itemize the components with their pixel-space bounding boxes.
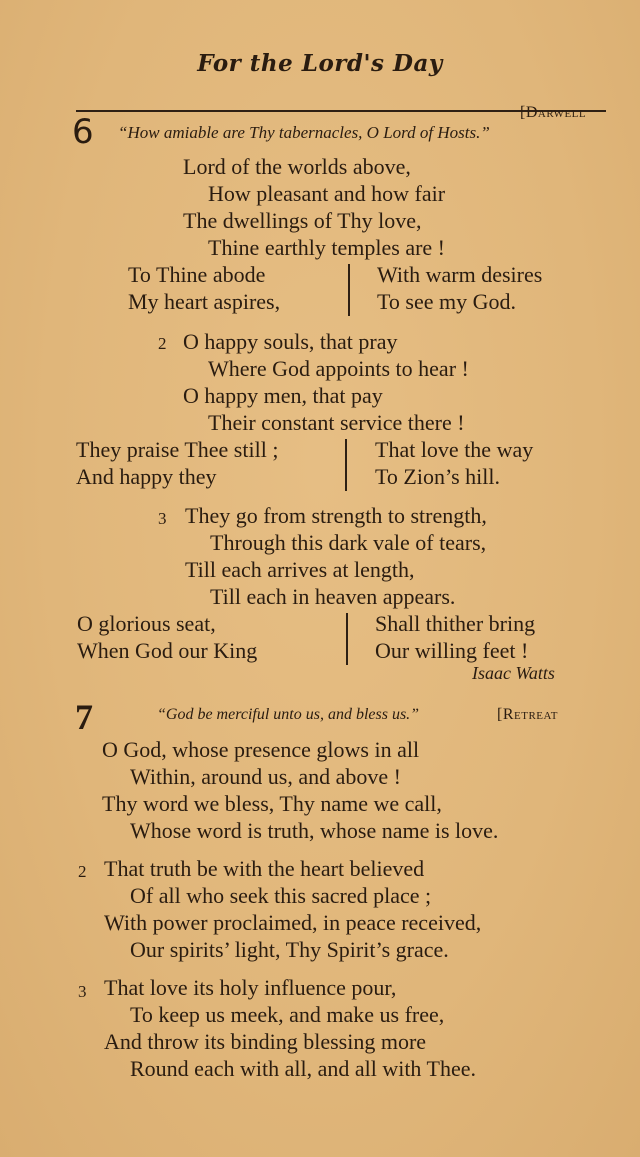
stanza-number: 3: [158, 509, 167, 528]
verse-line: Their constant service there !: [208, 410, 465, 435]
couplet-divider: [346, 613, 348, 665]
verse-line: Thine earthly temples are !: [208, 235, 446, 260]
couplet-left-line: O glorious seat,: [77, 611, 216, 636]
verse-line: That truth be with the heart believed: [104, 856, 425, 881]
stanza-number: 3: [78, 982, 87, 1001]
couplet-divider: [348, 264, 350, 316]
verse-line: Till each in heaven appears.: [210, 584, 456, 609]
verse-line: Within, around us, and above !: [130, 764, 401, 789]
verse-line: Whose word is truth, whose name is love.: [130, 818, 499, 843]
hymn-number: 6: [72, 112, 94, 152]
verse-line: Of all who seek this sacred place ;: [130, 883, 432, 908]
verse-line: With power proclaimed, in peace received,: [104, 910, 482, 935]
verse-line: O God, whose presence glows in all: [102, 737, 420, 762]
verse-line: How pleasant and how fair: [208, 181, 446, 206]
verse-line: Our spirits’ light, Thy Spirit’s grace.: [130, 937, 449, 962]
couplet-right-line: Our willing feet !: [375, 638, 529, 663]
epigraph: “God be merciful unto us, and bless us.”: [157, 706, 420, 723]
couplet-left-line: When God our King: [77, 638, 258, 663]
tune-name: [Darwell: [520, 104, 587, 121]
epigraph: “How amiable are Thy tabernacles, O Lord of Hosts.”: [118, 123, 490, 142]
couplet-divider: [345, 439, 347, 491]
verse-line: Round each with all, and all with Thee.: [130, 1056, 477, 1081]
verse-line: O happy men, that pay: [183, 383, 383, 408]
couplet-left-line: And happy they: [76, 464, 217, 489]
hymn-number: 7: [75, 697, 93, 737]
couplet-right-line: To see my God.: [377, 289, 516, 314]
couplet-left-line: To Thine abode: [128, 262, 266, 287]
couplet-right-line: Shall thither bring: [375, 611, 536, 636]
verse-line: Through this dark vale of tears,: [210, 530, 487, 555]
verse-line: The dwellings of Thy love,: [183, 208, 422, 233]
verse-line: They go from strength to strength,: [185, 503, 487, 528]
verse-line: Thy word we bless, Thy name we call,: [102, 791, 442, 816]
verse-line: O happy souls, that pray: [183, 329, 398, 354]
couplet-left-line: They praise Thee still ;: [76, 437, 279, 462]
couplet-right-line: To Zion’s hill.: [375, 464, 500, 489]
verse-line: Till each arrives at length,: [185, 557, 415, 582]
couplet-left-line: My heart aspires,: [128, 289, 281, 314]
couplet-right-line: With warm desires: [377, 262, 543, 287]
stanza-number: 2: [158, 334, 167, 353]
tune-name: [Retreat: [497, 706, 558, 723]
verse-line: Lord of the worlds above,: [183, 154, 411, 179]
verse-line: And throw its binding blessing more: [104, 1029, 427, 1054]
running-header: For the Lord's Day: [197, 50, 443, 77]
author-attribution: Isaac Watts: [472, 663, 555, 683]
verse-line: That love its holy influence pour,: [104, 975, 397, 1000]
stanza-number: 2: [78, 862, 87, 881]
verse-line: Where God appoints to hear !: [208, 356, 469, 381]
couplet-right-line: That love the way: [375, 437, 534, 462]
verse-line: To keep us meek, and make us free,: [130, 1002, 445, 1027]
